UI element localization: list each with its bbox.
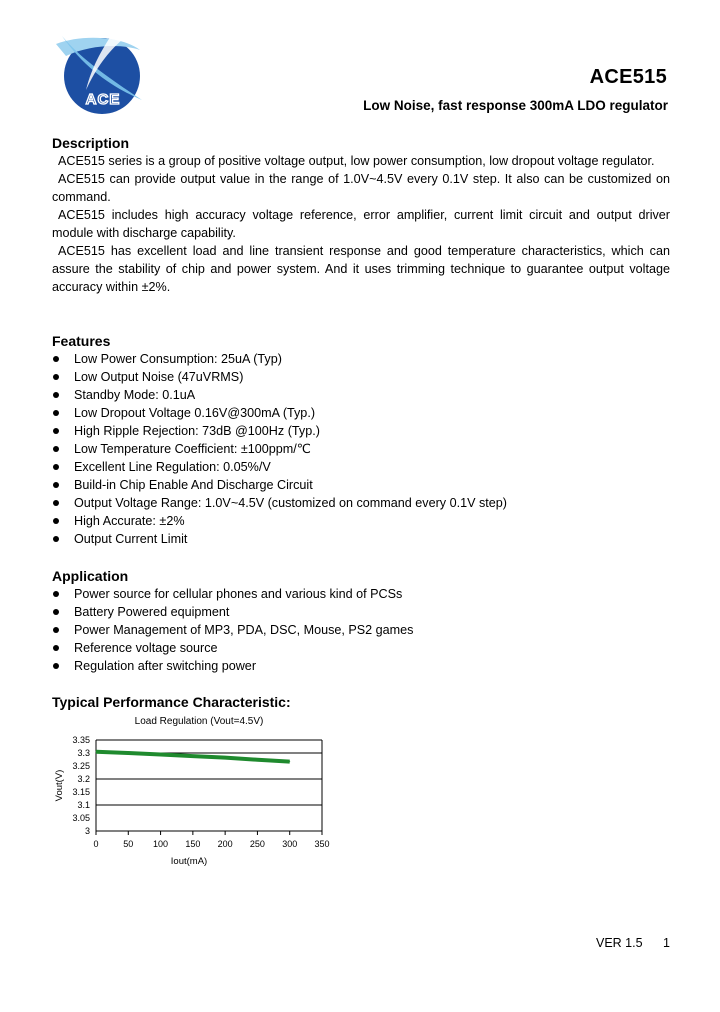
list-item: Regulation after switching power: [52, 657, 670, 675]
data-point: [96, 751, 97, 752]
list-item: High Ripple Rejection: 73dB @100Hz (Typ.): [52, 422, 670, 440]
bullet-icon: [53, 645, 59, 651]
list-item: Build-in Chip Enable And Discharge Circuit: [52, 476, 670, 494]
list-item: Standby Mode: 0.1uA: [52, 386, 670, 404]
document-title: ACE515: [589, 66, 667, 88]
bullet-icon: [53, 536, 59, 542]
description-paragraph: ACE515 can provide output value in the range of 1.0V~4.5V every 0.1V step. It also can be customized on command.: [52, 172, 670, 204]
list-item: Low Output Noise (47uVRMS): [52, 368, 670, 386]
x-tick-label: 350: [314, 839, 330, 849]
features-section: [52, 332, 670, 548]
list-item: Battery Powered equipment: [52, 603, 670, 621]
bullet-icon: [53, 428, 59, 434]
description-paragraph: ACE515 has excellent load and line transient response and good temperature characteristics, which can assure the stability of chip and power system. And it uses trimming technique to guarantee output voltage accuracy within ±2%.: [52, 244, 670, 294]
list-item: Power Management of MP3, PDA, DSC, Mouse, PS2 games: [52, 621, 670, 639]
list-item: Low Temperature Coefficient: ±100ppm/℃: [52, 440, 670, 458]
x-tick-label: 0: [93, 839, 99, 849]
y-tick-label: 3: [84, 826, 90, 836]
bullet-icon: [53, 392, 59, 398]
bullet-icon: [53, 609, 59, 615]
bullet-icon: [53, 518, 59, 524]
data-point: [160, 754, 161, 755]
description-section: [52, 134, 670, 296]
application-list: [52, 585, 670, 675]
y-tick-label: 3.05: [72, 813, 90, 823]
y-tick-label: 3.1: [77, 800, 90, 810]
y-tick-label: 3.2: [77, 774, 90, 784]
chart-title: Load Regulation (Vout=4.5V): [134, 716, 264, 727]
performance-heading: Typical Performance Characteristic:: [52, 694, 291, 710]
data-point: [128, 753, 129, 754]
features-list: [52, 350, 670, 548]
bullet-icon: [53, 591, 59, 597]
bullet-icon: [53, 464, 59, 470]
y-tick-label: 3.3: [77, 748, 90, 758]
x-tick-label: 200: [217, 839, 233, 849]
list-item: Excellent Line Regulation: 0.05%/V: [52, 458, 670, 476]
x-tick-label: 150: [185, 839, 201, 849]
features-heading: Features: [52, 333, 111, 349]
list-item: High Accurate: ±2%: [52, 512, 670, 530]
x-tick-label: 250: [249, 839, 265, 849]
application-section: [52, 567, 670, 675]
application-heading: Application: [52, 568, 129, 584]
y-tick-label: 3.25: [72, 761, 90, 771]
bullet-icon: [53, 446, 59, 452]
description-paragraph: ACE515 includes high accuracy voltage reference, error amplifier, current limit circuit and output driver module with discharge capability.: [52, 208, 670, 240]
bullet-icon: [53, 410, 59, 416]
y-axis-label: Vout(V): [54, 769, 65, 802]
y-tick-label: 3.35: [72, 735, 90, 745]
list-item: Reference voltage source: [52, 639, 670, 657]
bullet-icon: [53, 374, 59, 380]
data-point: [289, 761, 290, 762]
description-paragraph: ACE515 series is a group of positive voltage output, low power consumption, low dropout voltage regulator.: [58, 154, 655, 168]
y-tick-label: 3.15: [72, 787, 90, 797]
ace-logo: [52, 30, 146, 116]
version-label: VER 1.5: [596, 936, 643, 950]
bullet-icon: [53, 500, 59, 506]
x-tick-label: 50: [123, 839, 134, 849]
data-point: [225, 757, 226, 758]
list-item: Output Current Limit: [52, 530, 670, 548]
list-item: Low Dropout Voltage 0.16V@300mA (Typ.): [52, 404, 670, 422]
performance-section: [52, 693, 670, 711]
list-item: Power source for cellular phones and various kind of PCSs: [52, 585, 670, 603]
logo-text: ACE: [85, 91, 121, 108]
list-item: Low Power Consumption: 25uA (Typ): [52, 350, 670, 368]
document-subtitle: Low Noise, fast response 300mA LDO regulator: [363, 98, 668, 113]
data-point: [257, 759, 258, 760]
page-number: 1: [663, 936, 670, 950]
bullet-icon: [53, 356, 59, 362]
x-axis-label: Iout(mA): [170, 856, 208, 867]
x-tick-label: 100: [153, 839, 169, 849]
bullet-icon: [53, 663, 59, 669]
list-item: Output Voltage Range: 1.0V~4.5V (customized on command every 0.1V step): [52, 494, 670, 512]
load-regulation-chart: [52, 710, 352, 880]
bullet-icon: [53, 482, 59, 488]
data-point: [192, 756, 193, 757]
description-heading: Description: [52, 135, 130, 151]
x-tick-label: 300: [282, 839, 298, 849]
bullet-icon: [53, 627, 59, 633]
